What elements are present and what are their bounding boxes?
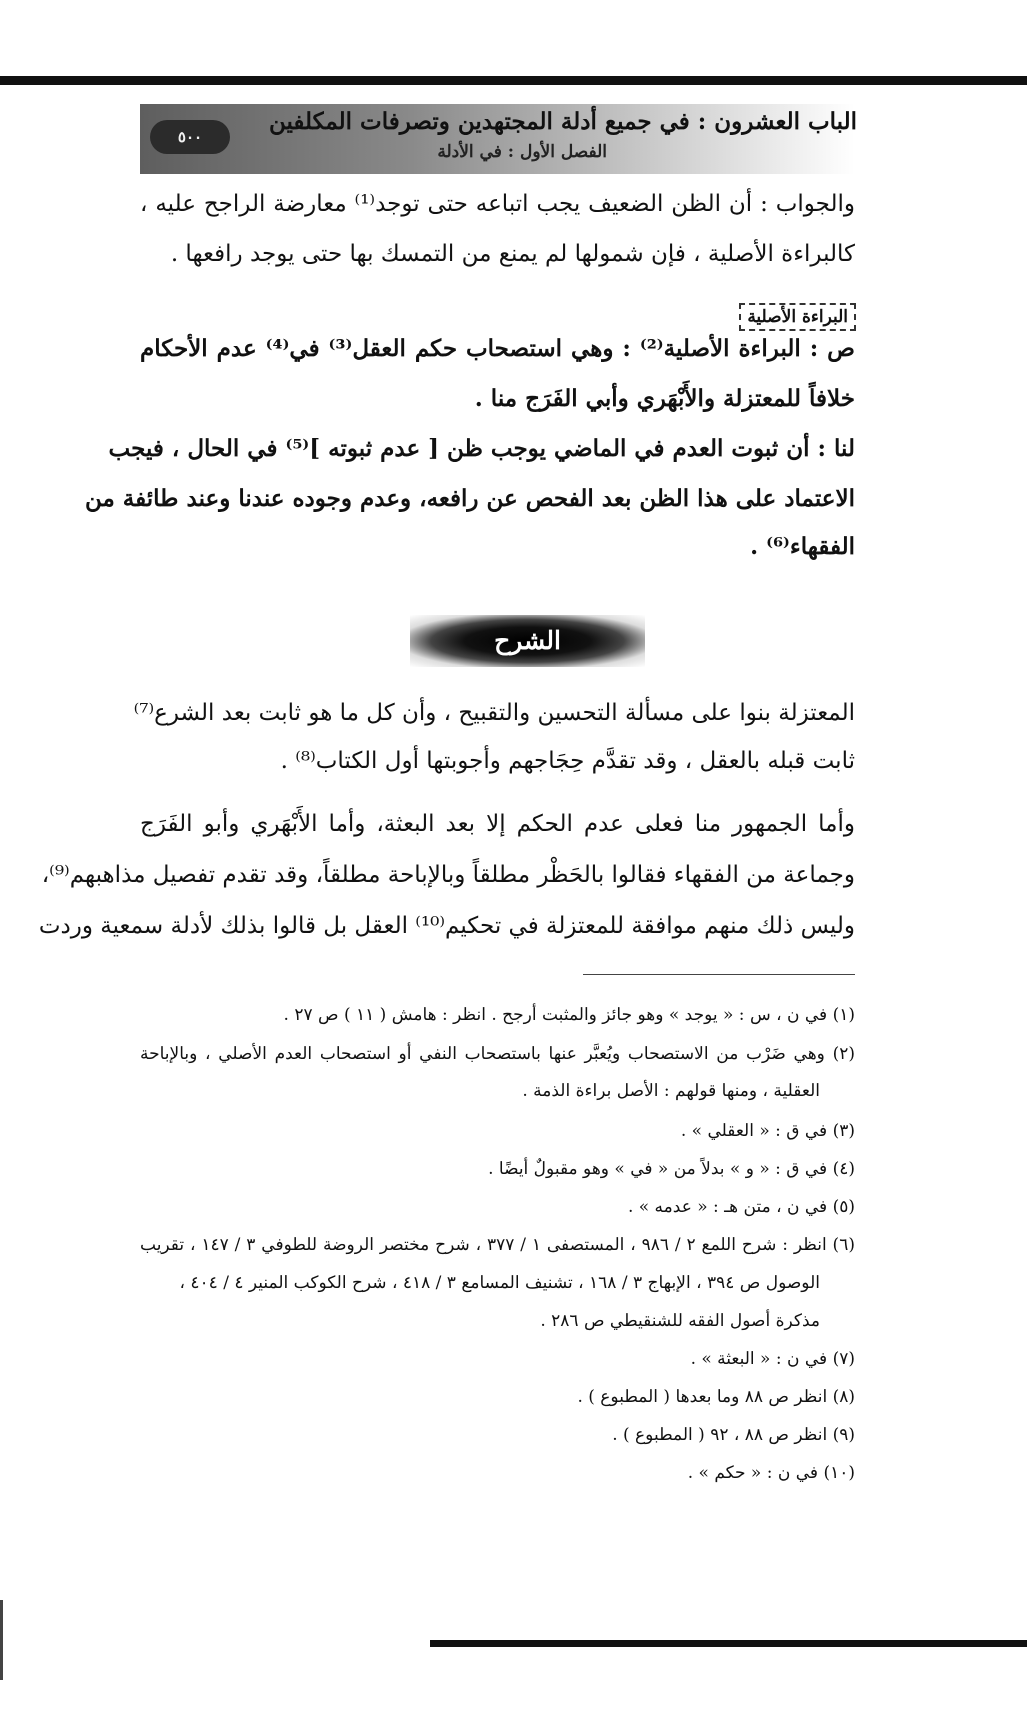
footnote-6-line-1: (٦) انظر : شرح اللمع ٢ / ٩٨٦ ، المستصفى ١ / ٣٧٧ ، شرح مختصر الروضة للطوفي ٣ / ١٤٧ ، تقريب [140, 1235, 855, 1255]
page-number: ٥٠٠ [150, 120, 230, 154]
chapter-title: الباب العشرون : في جميع أدلة المجتهدين وتصرفات المكلفين [268, 108, 857, 135]
top-rule [0, 76, 1027, 85]
matn-line-5: الفقهاء⁽⁶⁾ . [750, 533, 855, 560]
footnote-6-line-3: مذكرة أصول الفقه للشنقيطي ص ٢٨٦ . [540, 1311, 820, 1331]
sharh-heading-badge: الشرح [410, 615, 645, 667]
sharh-line-1: المعتزلة بنوا على مسألة التحسين والتقبيح ، وأن كل ما هو ثابت بعد الشرع⁽⁷⁾ [133, 700, 855, 726]
matn-line-1: ص : البراءة الأصلية⁽²⁾ : وهي استصحاب حكم العقل⁽³⁾ في⁽⁴⁾ عدم الأحكام [140, 335, 855, 362]
answer-line-1: والجواب : أن الظن الضعيف يجب اتباعه حتى توجد⁽¹⁾ معارضة الراجح عليه ، [140, 191, 855, 217]
matn-line-3: لنا : أن ثبوت العدم في الماضي يوجب ظن [ عدم ثبوته ]⁽⁵⁾ في الحال ، فيجب [108, 435, 855, 462]
footnote-2-line-1: (٢) وهي ضَرْب من الاستصحاب ويُعبَّر عنها باستصحاب النفي أو استصحاب العدم الأصلي ، وبالإباحة [140, 1044, 855, 1064]
footnote-1: (١) في ن ، س : « يوجد » وهو جائز والمثبت أرجح . انظر : هامش ( ١١ ) ص ٢٧ . [283, 1005, 855, 1025]
footnote-5: (٥) في ن ، متن هـ : « عدمه » . [627, 1197, 855, 1217]
sharh-line-5: وليس ذلك منهم موافقة للمعتزلة في تحكيم⁽¹⁰⁾ العقل بل قالوا بذلك لأدلة سمعية وردت [38, 913, 855, 939]
scan-edge-mark [0, 1600, 3, 1680]
section-subtitle: الفصل الأول : في الأدلة [437, 142, 607, 162]
footnote-6-line-2: الوصول ص ٣٩٤ ، الإبهاج ٣ / ١٦٨ ، تشنيف المسامع ٣ / ٤١٨ ، شرح الكوكب المنير ٤ / ٤٠٤ ، [179, 1273, 820, 1293]
bottom-rule [430, 1640, 1027, 1647]
matn-line-2: خلافاً للمعتزلة والأَبْهَري وأبي الفَرَج منا . [474, 385, 855, 412]
footnote-2-line-2: العقلية ، ومنها قولهم : الأصل براءة الذمة . [522, 1081, 820, 1101]
footnote-3: (٣) في ق : « العقلي » . [680, 1121, 855, 1141]
footnote-separator [583, 974, 855, 975]
matn-line-4: الاعتماد على هذا الظن بعد الفحص عن رافعه، وعدم وجوده عندنا وعند طائفة من [84, 485, 855, 512]
footnote-10: (١٠) في ن : « حكم » . [687, 1463, 855, 1483]
footnote-9: (٩) انظر ص ٨٨ ، ٩٢ ( المطبوع ) . [612, 1425, 855, 1445]
footnote-4: (٤) في ق : « و » بدلاً من « في » وهو مقبولٌ أيضًا . [488, 1159, 855, 1179]
sharh-line-4: وجماعة من الفقهاء فقالوا بالحَظْر مطلقاً وبالإباحة مطلقاً، وقد تقدم تفصيل مذاهبهم⁽⁹⁾، [41, 862, 855, 888]
footnote-8: (٨) انظر ص ٨٨ وما بعدها ( المطبوع ) . [577, 1387, 855, 1407]
sharh-line-2: ثابت قبله بالعقل ، وقد تقدَّم حِجَاجهم وأجوبتها أول الكتاب⁽⁸⁾ . [280, 748, 855, 774]
marginal-heading: البراءة الأصلية [739, 303, 856, 331]
sharh-line-3: وأما الجمهور منا فعلى عدم الحكم إلا بعد البعثة، وأما الأَبْهَري وأبو الفَرَج [140, 811, 855, 837]
footnote-7: (٧) في ن : « البعثة » . [690, 1349, 855, 1369]
answer-line-2: كالبراءة الأصلية ، فإن شمولها لم يمنع من التمسك بها حتى يوجد رافعها . [170, 241, 855, 267]
